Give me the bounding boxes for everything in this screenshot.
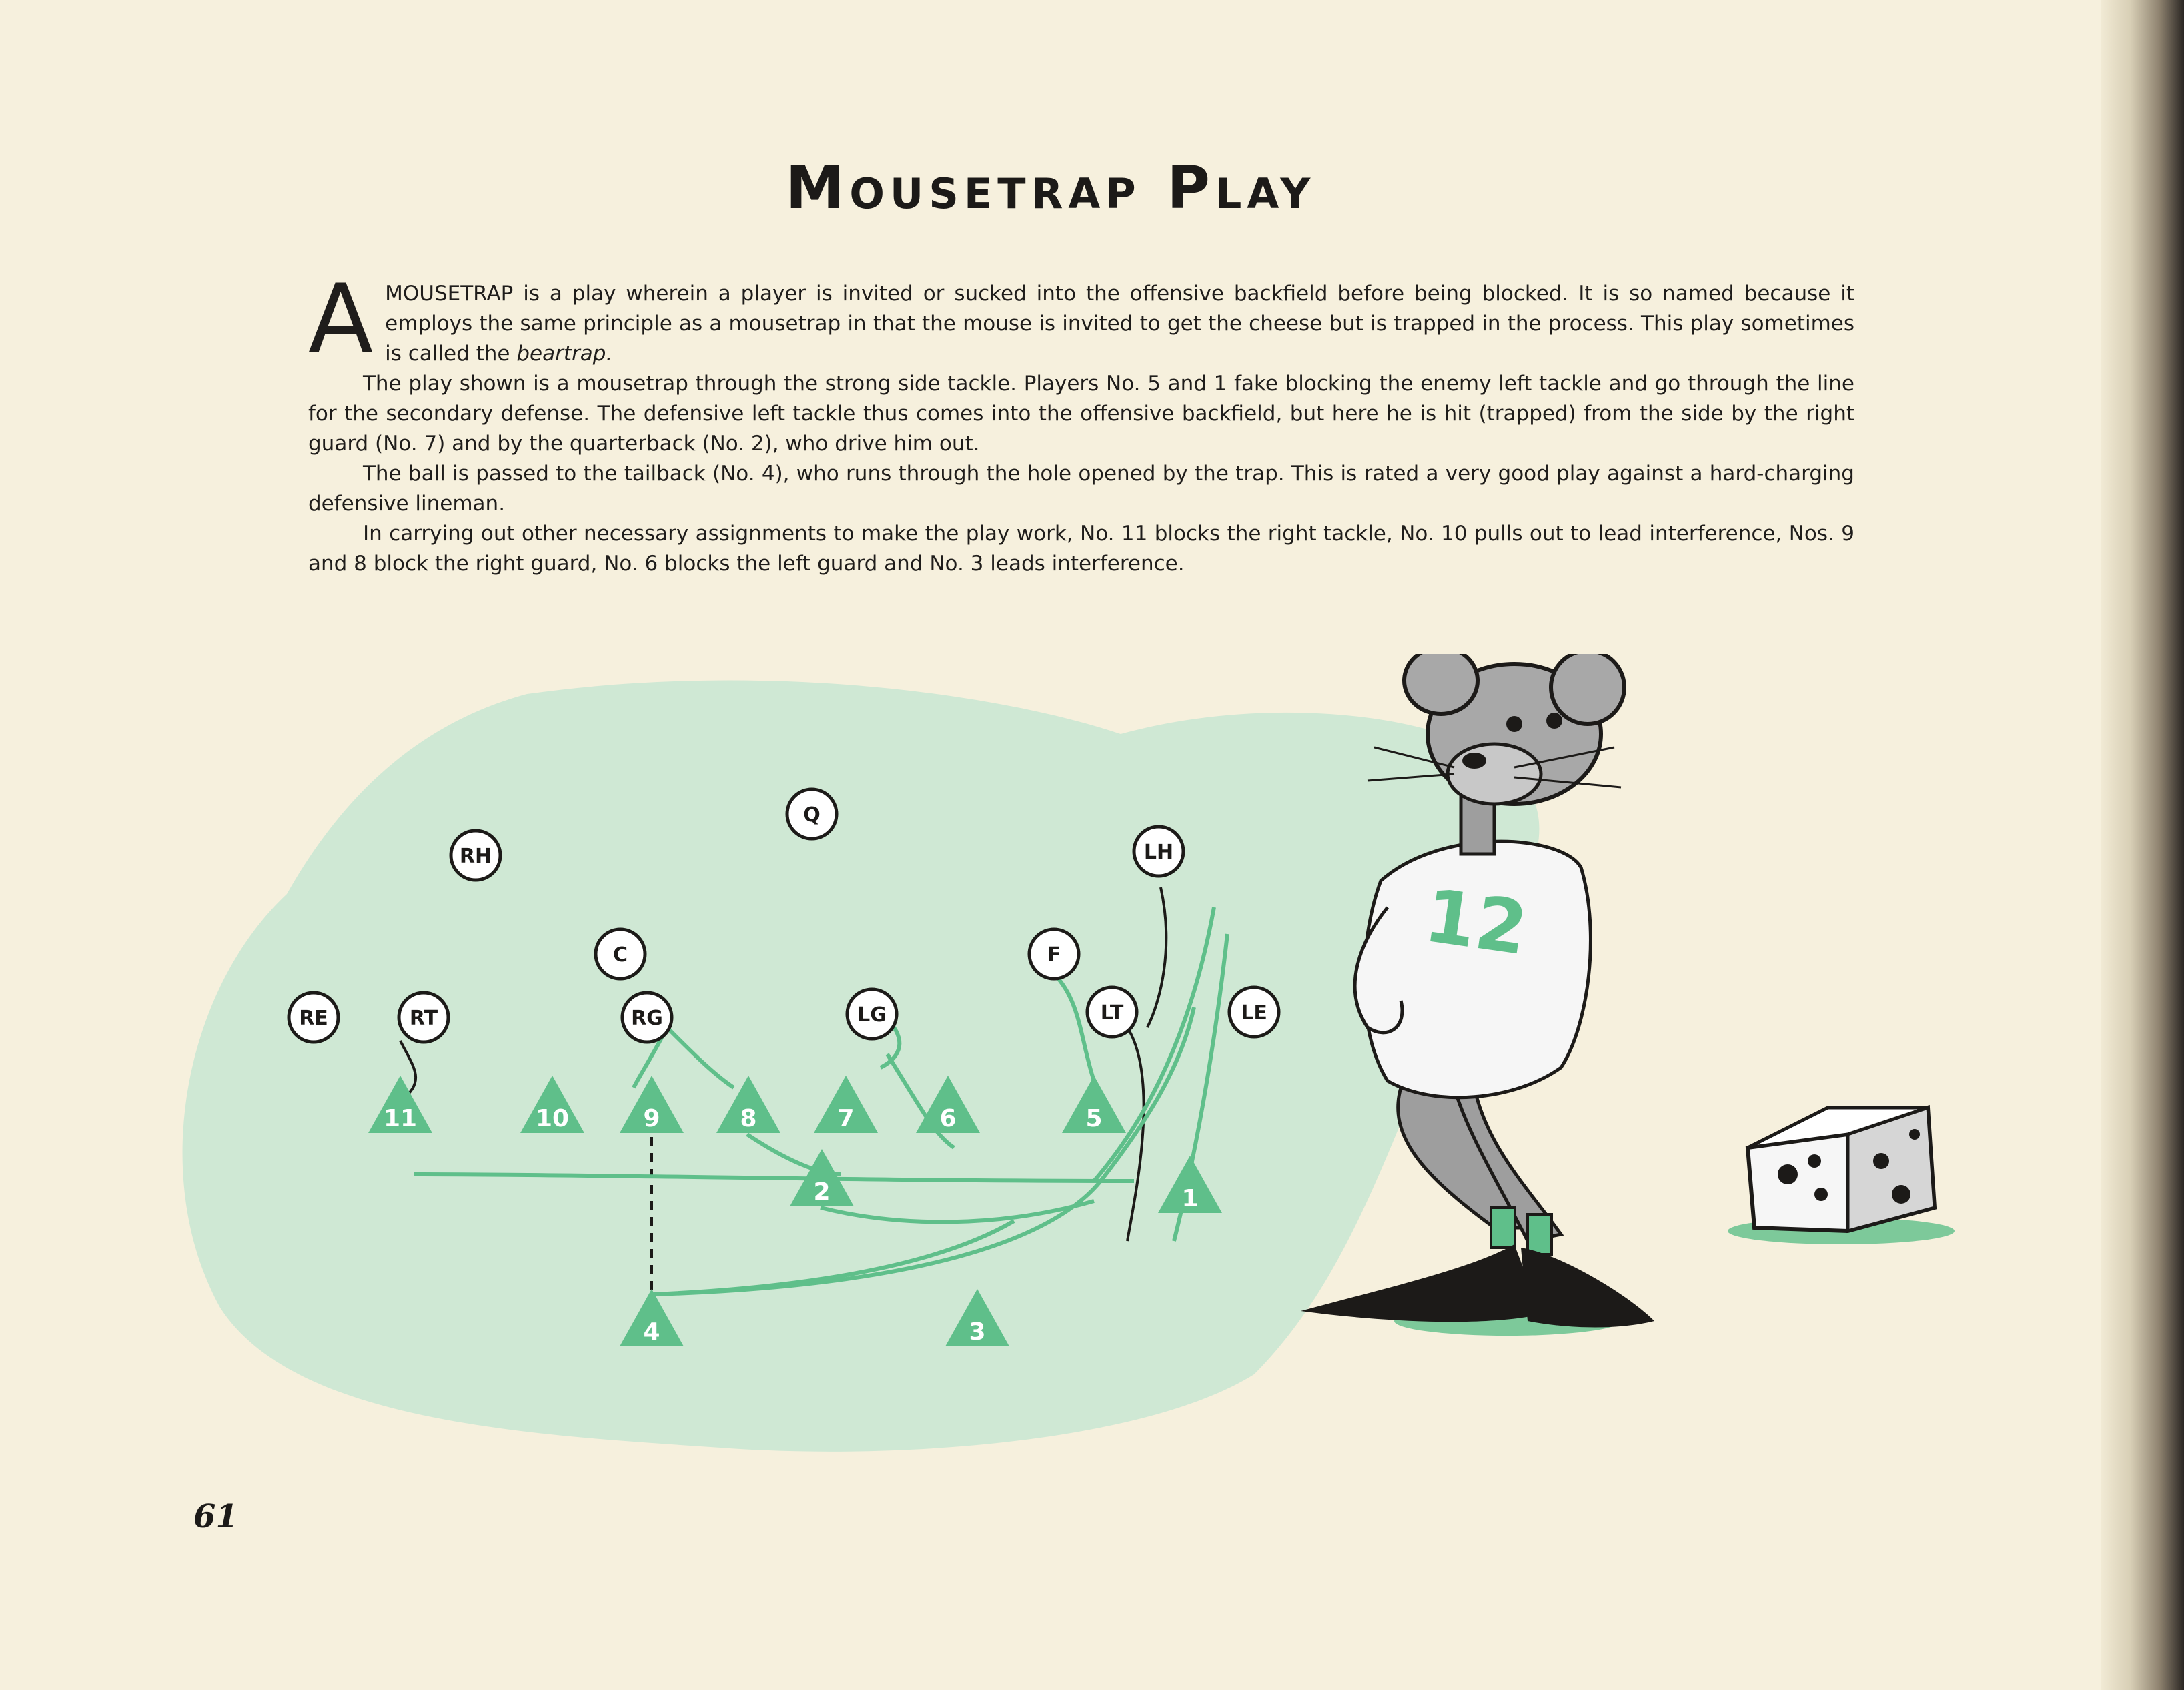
svg-text:2: 2 bbox=[813, 1178, 831, 1206]
svg-text:RG: RG bbox=[631, 1007, 663, 1030]
svg-text:LT: LT bbox=[1100, 1001, 1124, 1025]
svg-text:RE: RE bbox=[299, 1007, 328, 1030]
page-number: 61 bbox=[193, 1498, 238, 1535]
defender-rh bbox=[451, 831, 500, 880]
defender-rt bbox=[399, 993, 448, 1042]
svg-text:F: F bbox=[1047, 943, 1061, 967]
svg-text:3: 3 bbox=[969, 1318, 986, 1346]
svg-text:8: 8 bbox=[740, 1105, 757, 1132]
svg-text:RT: RT bbox=[409, 1007, 438, 1030]
svg-text:6: 6 bbox=[939, 1105, 957, 1132]
play-diagram bbox=[0, 654, 2141, 1521]
svg-text:9: 9 bbox=[643, 1105, 660, 1132]
svg-text:10: 10 bbox=[535, 1105, 570, 1132]
defender-q bbox=[787, 789, 837, 839]
svg-text:Q: Q bbox=[803, 803, 821, 827]
defender-f bbox=[1029, 929, 1079, 979]
svg-text:7: 7 bbox=[837, 1105, 855, 1132]
paragraph-4: In carrying out other necessary assignments to make the play work, No. 11 blocks the right tackle, No. 10 pulls out to lead interference, Nos. 9 and 8 block the right guard, No. 6 blocks the left guard and No. 3 leads interference. bbox=[308, 522, 1854, 576]
book-spine-edge bbox=[2101, 0, 2184, 1690]
page-title: Mousetrap Play bbox=[785, 153, 1316, 222]
cheese-illustration bbox=[1728, 1108, 1955, 1244]
paragraph-1-text: MOUSETRAP is a play wherein a player is invited or sucked into the offensive backfield before being blocked. It is so named because it employs the same principle as a mousetrap in that the mouse is invited to get the cheese but is trapped in the process. This play sometimes is called the bbox=[385, 282, 1854, 366]
paragraph-1-italic: beartrap. bbox=[516, 342, 613, 366]
defender-le bbox=[1229, 987, 1279, 1037]
svg-text:C: C bbox=[612, 943, 628, 967]
defender-lt bbox=[1087, 987, 1137, 1037]
svg-text:RH: RH bbox=[459, 845, 492, 868]
paragraph-3: The ball is passed to the tailback (No. 4), who runs through the hole opened by the trap. This is rated a very good play against a hard-charging defensive lineman. bbox=[308, 462, 1854, 516]
svg-text:5: 5 bbox=[1085, 1105, 1103, 1132]
svg-text:LH: LH bbox=[1143, 841, 1174, 864]
svg-text:LE: LE bbox=[1241, 1001, 1267, 1025]
drop-cap: A bbox=[308, 264, 374, 374]
defender-lh bbox=[1134, 827, 1183, 876]
jersey-number: 12 bbox=[1419, 873, 1533, 972]
svg-text:4: 4 bbox=[643, 1318, 660, 1346]
svg-text:LG: LG bbox=[857, 1003, 887, 1027]
paragraph-1 bbox=[308, 264, 1854, 374]
defender-rg bbox=[622, 993, 672, 1042]
defender-re bbox=[289, 993, 338, 1042]
defender-c bbox=[596, 929, 645, 979]
field-blob bbox=[183, 681, 1540, 1452]
paragraph-2: The play shown is a mousetrap through the strong side tackle. Players No. 5 and 1 fake blocking the enemy left tackle and go through the line for the secondary defense. The defensive left tackle thus comes into the offensive backfield, but here he is hit (trapped) from the side by the right guard (No. 7) and by the quarterback (No. 2), who drive him out. bbox=[308, 372, 1854, 456]
bleed-through-text bbox=[1488, 167, 1506, 216]
article-body bbox=[308, 264, 1854, 579]
svg-text:11: 11 bbox=[383, 1105, 418, 1132]
defender-lg bbox=[847, 989, 897, 1039]
svg-text:1: 1 bbox=[1181, 1185, 1199, 1212]
